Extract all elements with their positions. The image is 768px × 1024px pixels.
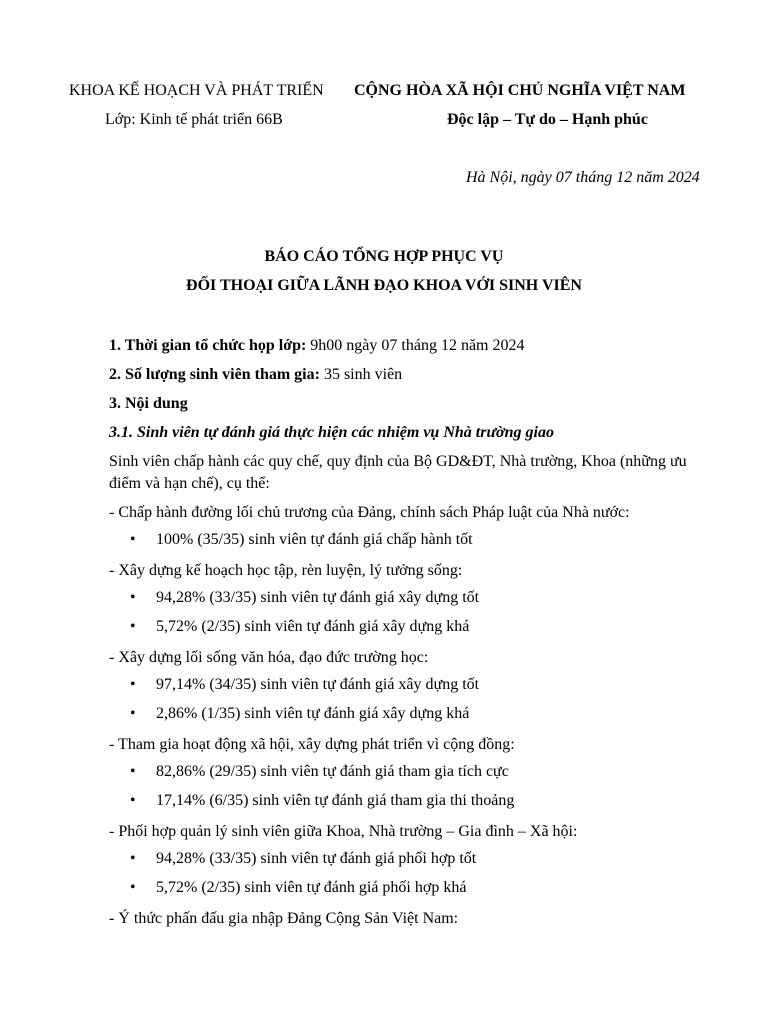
item-2-bullet-1: • 94,28% (33/35) sinh viên tự đánh giá xây dựng tốt: [130, 589, 480, 606]
item-2: - Xây dựng kế hoạch học tập, rèn luyện, lý tưởng sống:: [109, 562, 463, 579]
bullet-icon: •: [130, 531, 136, 548]
bullet-icon: •: [130, 705, 136, 722]
item-1-bullet-1: • 100% (35/35) sinh viên tự đánh giá chấp hành tốt: [130, 531, 473, 548]
report-title-line1: BÁO CÁO TỔNG HỢP PHỤC VỤ: [264, 248, 504, 265]
item-2-bullet-2: • 5,72% (2/35) sinh viên tự đánh giá xây dựng khá: [130, 618, 470, 635]
section-2-value: 35 sinh viên: [319, 366, 403, 383]
country-name: CỘNG HÒA XÃ HỘI CHỦ NGHĨA VIỆT NAM: [354, 82, 686, 99]
item-3-bullet-2: • 2,86% (1/35) sinh viên tự đánh giá xây dựng khá: [130, 705, 470, 722]
faculty-name: KHOA KẾ HOẠCH VÀ PHÁT TRIỂN: [69, 82, 324, 99]
section-3-1-heading: 3.1. Sinh viên tự đánh giá thực hiện các nhiệm vụ Nhà trường giao: [109, 424, 554, 441]
bullet-icon: •: [130, 763, 136, 780]
item-3-bullet-1: • 97,14% (34/35) sinh viên tự đánh giá xây dựng tốt: [130, 676, 480, 693]
item-5-bullet-1: • 94,28% (33/35) sinh viên tự đánh giá phối hợp tốt: [130, 850, 477, 867]
section-1-label: 1. Thời gian tổ chức họp lớp:: [109, 337, 307, 354]
section-2: [109, 364, 709, 386]
item-3: - Xây dựng lối sống văn hóa, đạo đức trường học:: [109, 649, 429, 666]
section-3-heading: 3. Nội dung: [109, 395, 188, 412]
section-2-label: 2. Số lượng sinh viên tham gia:: [109, 366, 320, 383]
section-1-value: 9h00 ngày 07 tháng 12 năm 2024: [306, 337, 525, 354]
date-line: Hà Nội, ngày 07 tháng 12 năm 2024: [466, 169, 700, 186]
class-label: Lớp: Kinh tế phát triển 66B: [105, 111, 283, 128]
bullet-icon: •: [130, 676, 136, 693]
item-5: - Phối hợp quản lý sinh viên giữa Khoa, Nhà trường – Gia đình – Xã hội:: [109, 823, 578, 840]
bullet-icon: •: [130, 792, 136, 809]
item-4-bullet-2: • 17,14% (6/35) sinh viên tự đánh giá tham gia thi thoảng: [130, 792, 515, 809]
bullet-icon: •: [130, 618, 136, 635]
item-4: - Tham gia hoạt động xã hội, xây dựng phát triển vì cộng đồng:: [109, 736, 515, 753]
item-1: - Chấp hành đường lối chủ trương của Đảng, chính sách Pháp luật của Nhà nước:: [109, 504, 630, 521]
bullet-icon: •: [130, 589, 136, 606]
intro-paragraph: Sinh viên chấp hành các quy chế, quy định của Bộ GD&ĐT, Nhà trường, Khoa (những ưu điểm và hạn chế), cụ thể:: [109, 453, 687, 492]
section-1: [109, 335, 709, 357]
national-motto: Độc lập – Tự do – Hạnh phúc: [447, 111, 648, 128]
item-4-bullet-1: • 82,86% (29/35) sinh viên tự đánh giá tham gia tích cực: [130, 763, 509, 780]
item-5-bullet-2: • 5,72% (2/35) sinh viên tự đánh giá phối hợp khá: [130, 879, 467, 896]
bullet-icon: •: [130, 850, 136, 867]
bullet-icon: •: [130, 879, 136, 896]
item-6: - Ý thức phấn đấu gia nhập Đảng Cộng Sản Việt Nam:: [109, 910, 459, 927]
report-title-line2: ĐỐI THOẠI GIỮA LÃNH ĐẠO KHOA VỚI SINH VIÊN: [186, 277, 582, 294]
